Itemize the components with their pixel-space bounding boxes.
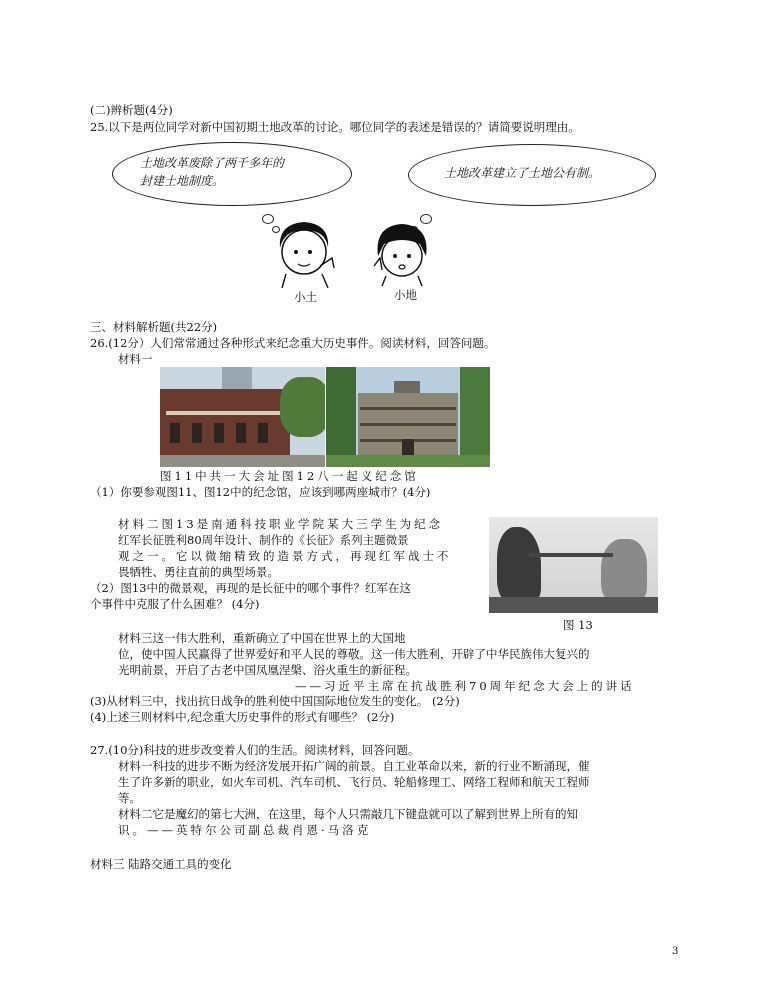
bubble-left-line2: 封建土地制度。	[140, 174, 225, 188]
question-27: 27.(10分)科技的进步改变着人们的生活。阅读材料，回答问题。	[90, 743, 420, 757]
student-name-xiaodi: 小地	[394, 288, 417, 302]
material-27-1-line2: 生了许多新的职业，如火车司机、汽车司机、飞行员、轮船修理工、网络工程师和航天工程师	[118, 775, 590, 789]
material-27-1-line1: 材料一科技的进步不断为经济发展开拓广阔的前景。自工业革命以来，新的行业不断涌现，催	[118, 759, 590, 773]
material-2-line1: 材料二图13是南通科技职业学院某大三学生为纪念	[118, 517, 444, 531]
question-26-4: (4)上述三则材料中,纪念重大历史事件的形式有哪些？ (2分)	[90, 710, 395, 724]
material-3-line2: 位，使中国人民赢得了世界爱好和平人民的尊敬。这一伟大胜利，开辟了中华民族伟大复兴的	[118, 647, 590, 661]
nanchang-uprising-memorial-photo	[326, 367, 490, 467]
girl-cartoon-image	[372, 222, 432, 286]
figure-11-12-caption: 图11中共一大会址图12八一起义纪念馆	[160, 469, 419, 483]
material-27-2-line1: 材料二它是魔幻的第七大洲，在这里，每个人只需敲几下键盘就可以了解到世界上所有的知	[118, 807, 578, 821]
material-27-3-heading: 材料三 陆路交通工具的变化	[90, 857, 232, 871]
question-25: 25.以下是两位同学对新中国初期土地改革的讨论。哪位同学的表述是错误的？请简要说明理由。	[90, 120, 580, 134]
section-heading-2: (二)辨析题(4分)	[90, 103, 173, 117]
material-2-line4: 畏牺牲、勇往直前的典型场景。	[118, 565, 279, 579]
material-27-2-line2: 识。——英特尔公司副总裁肖恩·马洛克	[118, 823, 372, 837]
bubble-left-line1: 土地改革废除了两千多年的	[140, 156, 285, 170]
first-congress-site-photo	[160, 367, 325, 467]
question-26-1: （1）你要参观图11、图12中的纪念馆，应该到哪两座城市？(4分)	[90, 485, 431, 499]
material-2-line2: 红军长征胜利80周年设计、制作的《长征》系列主题微景	[118, 533, 409, 547]
material-1-label: 材料一	[118, 352, 153, 366]
material-3-source: ——习近平主席在抗战胜利70周年纪念大会上的讲话	[295, 679, 635, 693]
student-name-xiaotu: 小土	[294, 290, 317, 304]
material-3-line1: 材料三这一伟大胜利，重新确立了中国在世界上的大国地	[118, 631, 406, 645]
section-heading-3: 三、材料解析题(共22分)	[90, 320, 218, 334]
material-2-line3: 观之一。它以微缩精致的造景方式，再现红军战士不	[118, 549, 452, 563]
question-26-2-line2: 个事件中克服了什么困难？ (4分)	[90, 597, 260, 611]
figure-13-caption: 图 13	[563, 618, 593, 632]
material-3-line3: 光明前景，开启了古老中国凤凰涅槃、浴火重生的新征程。	[118, 663, 417, 677]
question-26-2-line1: （2）图13中的微景观，再现的是长征中的哪个事件？红军在这	[90, 581, 411, 595]
boy-cartoon-image	[270, 218, 342, 288]
question-26-3: (3)从材料三中，找出抗日战争的胜利使中国国际地位发生的变化。 (2分)	[90, 694, 460, 708]
bubble-right-text: 土地改革建立了土地公有制。	[444, 166, 601, 180]
page-number: 3	[672, 946, 679, 957]
material-27-1-line3: 等。	[118, 791, 141, 805]
question-26: 26.(12分）人们常常通过各种形式来纪念重大历史事件。阅读材料，回答问题。	[90, 336, 496, 350]
long-march-micro-landscape-photo	[489, 517, 658, 613]
